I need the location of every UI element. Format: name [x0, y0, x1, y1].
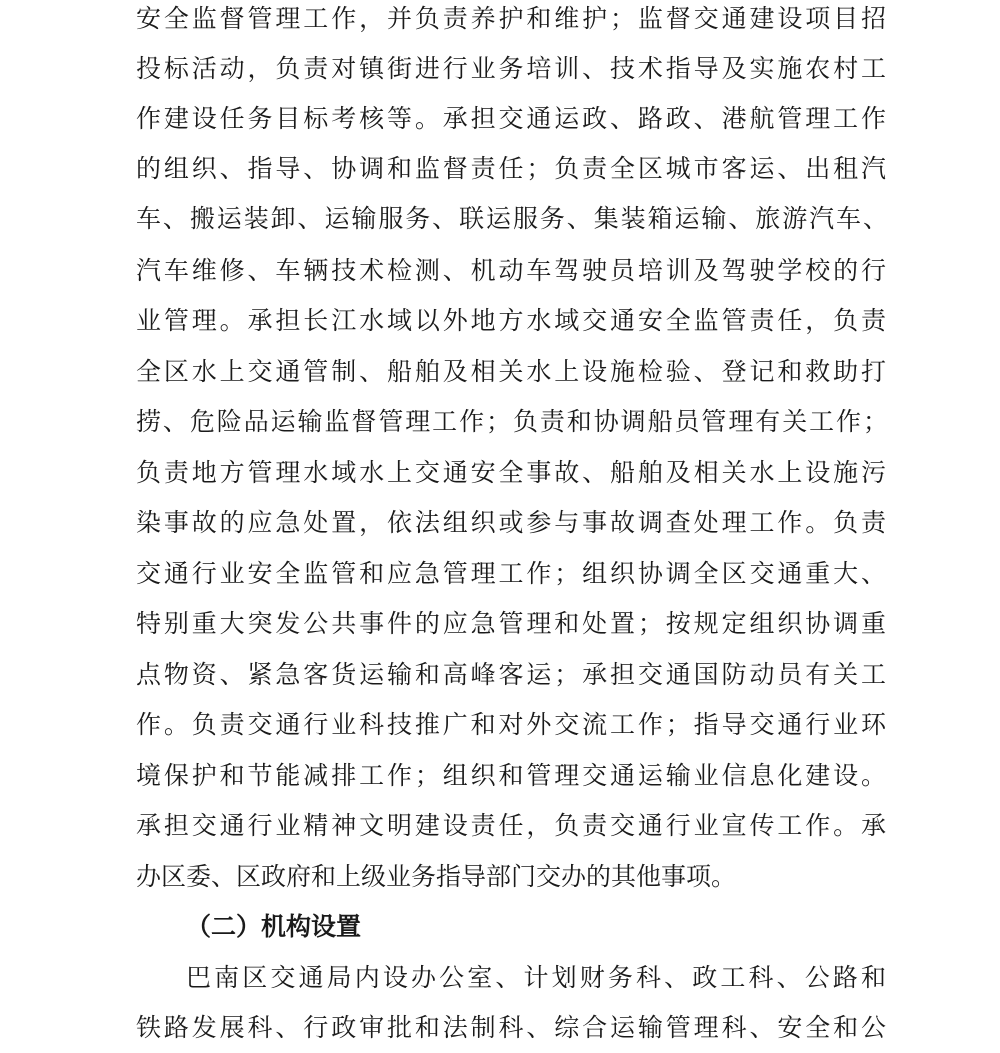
paragraph-line: 负责地方管理水域水上交通安全事故、船舶及相关水上设施污 [136, 458, 886, 487]
paragraph-line: 点物资、紧急客货运输和高峰客运；承担交通国防动员有关工 [136, 660, 886, 689]
paragraph-line: 捞、危险品运输监督管理工作；负责和协调船员管理有关工作； [136, 407, 888, 436]
paragraph-line: 特别重大突发公共事件的应急管理和处置；按规定组织协调重 [136, 609, 886, 638]
paragraph-line: 汽车维修、车辆技术检测、机动车驾驶员培训及驾驶学校的行 [136, 256, 886, 285]
paragraph-line: 的组织、指导、协调和监督责任；负责全区城市客运、出租汽 [136, 154, 886, 183]
paragraph-line: 承担交通行业精神文明建设责任，负责交通行业宣传工作。承 [136, 811, 886, 840]
paragraph-line: 业管理。承担长江水域以外地方水域交通安全监管责任，负责 [136, 306, 886, 335]
paragraph-line: 车、搬运装卸、运输服务、联运服务、集装箱运输、旅游汽车、 [136, 204, 888, 233]
section-heading: （二）机构设置 [186, 912, 362, 941]
paragraph-line: 交通行业安全监管和应急管理工作；组织协调全区交通重大、 [136, 559, 886, 588]
paragraph-line: 全区水上交通管制、船舶及相关水上设施检验、登记和救助打 [136, 357, 886, 386]
paragraph-line: 办区委、区政府和上级业务指导部门交办的其他事项。 [136, 862, 737, 891]
paragraph-line: 铁路发展科、行政审批和法制科、综合运输管理科、安全和公 [136, 1013, 886, 1042]
paragraph-line: 境保护和节能减排工作；组织和管理交通运输业信息化建设。 [136, 761, 886, 790]
paragraph-line: 作建设任务目标考核等。承担交通运政、路政、港航管理工作 [136, 104, 886, 133]
paragraph-line: 作。负责交通行业科技推广和对外交流工作；指导交通行业环 [136, 710, 886, 739]
paragraph-line: 投标活动，负责对镇街进行业务培训、技术指导及实施农村工 [136, 54, 886, 83]
paragraph-line: 安全监督管理工作，并负责养护和维护；监督交通建设项目招 [136, 4, 886, 33]
paragraph-line: 巴南区交通局内设办公室、计划财务科、政工科、公路和 [186, 963, 886, 992]
paragraph-line: 染事故的应急处置，依法组织或参与事故调查处理工作。负责 [136, 508, 886, 537]
